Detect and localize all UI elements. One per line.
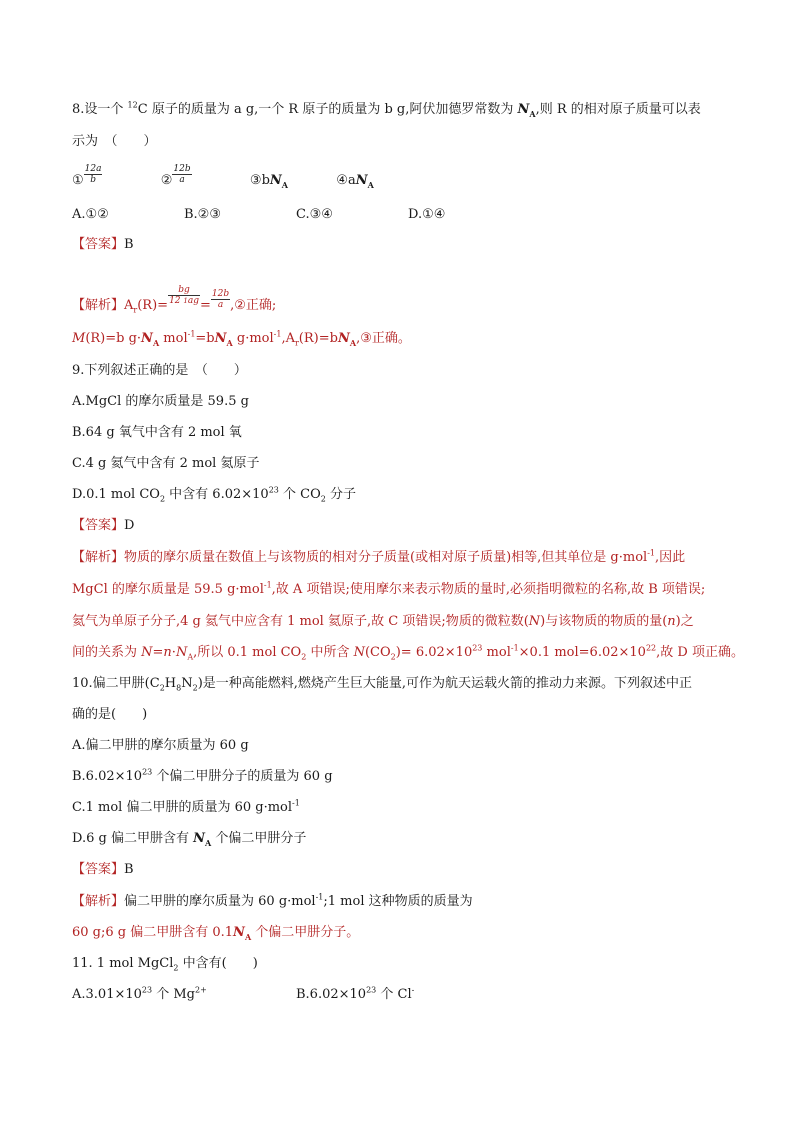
q10-analysis-line2: 60 g;6 g 偏二甲肼含有 $0.1N_A$ 个偏二甲肼分子。 (72, 925, 360, 942)
q8-expr3: $③bN_A$ (249, 173, 289, 190)
q10-option-c: C.1 mol 偏二甲肼的质量为 60 g·mol$^{-1}$ (72, 798, 300, 815)
q8-options (72, 206, 445, 224)
q10-option-b: $B.6.02\times 10^{23}$ 个偏二甲肼分子的质量为 60 g (72, 767, 333, 784)
analysis-label: 【解析】 (72, 298, 125, 313)
q9-option-c: C.4 g 氦气中含有 2 mol 氦原子 (72, 456, 260, 471)
q9-analysis-line3: 氦气为单原子分子,4 g 氦气中应含有 1 mol 氦原子,故 C 项错误;物质的微粒数(N)与该物质的物质的量(n)之 (72, 614, 694, 629)
q8-analysis-line2: M(R)=b $g\cdot N_A$ $mol^{-1}=bN_A$ $g\cdot mol^{-1},A_r(R)=bN_A,③$正确。 (72, 329, 411, 348)
q10-option-a: A.偏二甲肼的摩尔质量为 60 g (72, 738, 249, 753)
q11-option-a: $A.3.01\times 10^{23}$ 个 $Mg^{2+}$ (72, 985, 207, 1002)
q8-option-b: B.②③ (184, 207, 221, 222)
q8-option-a: A.①② (72, 207, 109, 222)
q9-analysis-line2: MgCl 的摩尔质量是 59.5 g·mol$^{-1}$,故 A 项错误;使用摩尔来表示物质的量时,必须指明微粒的名称,故 B 项错误; (72, 580, 706, 597)
q10-stem-line1: 10.偏二甲肼$(C_2H_8N_2)$是一种高能燃料,燃烧产生巨大能量,可作为航天运载火箭的推动力来源。下列叙述中正 (72, 676, 693, 693)
q8-expressions (72, 164, 374, 191)
q9-answer: 【答案】D (72, 518, 135, 533)
q9-analysis-line1: 【解析】物质的摩尔质量在数值上与该物质的相对分子质量(或相对原子质量)相等,但其单位是 g·mol$^{-1}$,因此 (72, 548, 686, 565)
q8-analysis-line1: 【解析】$A_r(R)=$ $\frac{bg}{12 1ag}$ = $\frac{12b}{a}$ ,②正确; (72, 285, 277, 315)
q10-option-d: D.6 g 偏二甲肼含有 $N_A$ 个偏二甲肼分子 (72, 831, 307, 848)
q8-answer (72, 236, 134, 254)
q11-options (72, 986, 414, 1004)
q8-option-d: D.①④ (408, 207, 446, 222)
q10-stem-line2: 确的是( ) (72, 707, 148, 722)
q9-stem: 9.下列叙述正确的是 （ ） (72, 363, 247, 378)
q11-option-b: $B.6.02\times 10^{23}$ 个 Cl- (296, 985, 415, 1002)
q9-option-a: A.MgCl 的摩尔质量是 59.5 g (72, 394, 249, 409)
q8-option-c: C.③④ (296, 207, 333, 222)
q9-option-d: D.0.1 mol $CO_2$ 中含有 $6.02\times 10^{23}$ 个 $CO_2$ 分子 (72, 485, 356, 504)
q8-expr4: $④aN_A$ (336, 173, 374, 190)
q11-stem: 11. 1 mol MgCl$_2$ 中含有( ) (72, 956, 258, 973)
q8-stem-line1: 8.设一个 $^{12}$C 原子的质量为 a g,一个 R 原子的质量为 b g,阿伏加德罗常数为 $N_A$,则 R 的相对原子质量可以表 (72, 100, 701, 119)
q9-option-b: B.64 g 氧气中含有 2 mol 氧 (72, 425, 242, 440)
q8-expr1: ① $\frac{12a}{b}$ (72, 164, 102, 188)
q8-expr2: ② $\frac{12b}{a}$ (160, 164, 191, 188)
q10-analysis-line1: 【解析】偏二甲肼的摩尔质量为 60 g·mol$^{-1}$;1 mol 这种物质的质量为 (72, 892, 473, 909)
q10-answer: 【答案】B (72, 862, 134, 877)
q8-stem-line2: 示为 （ ） (72, 134, 157, 149)
q9-analysis-line4: 间的关系为 $N=n\cdot N_A$,所以 0.1 mol $CO_2$ 中所含 $N(CO_2)= 6.02\times 10^{23}$ mol$^{-1}$×0.1 $mol=6.02\times 10^{22}$,故 D 项正确。 (72, 643, 744, 662)
answer-label: 【答案】 (72, 237, 125, 252)
answer-value: B (124, 237, 134, 252)
